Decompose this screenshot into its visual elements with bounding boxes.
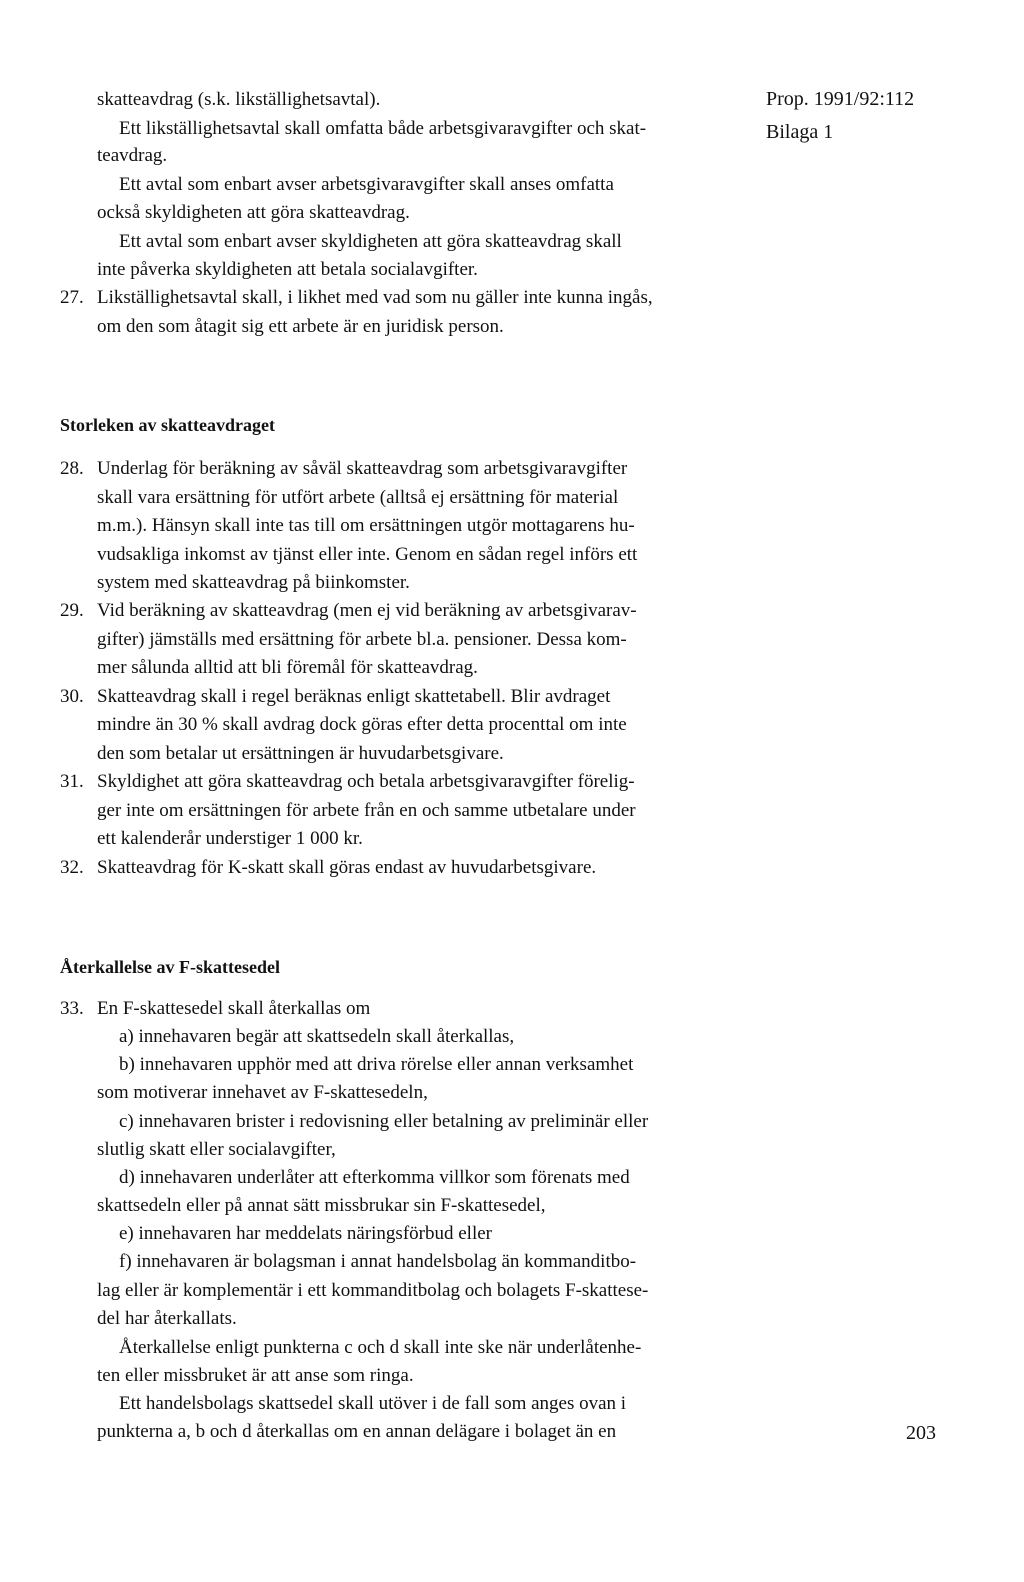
body-line: del har återkallats. xyxy=(97,1308,237,1329)
item-number: 31. xyxy=(60,771,84,792)
body-line: ger inte om ersättningen för arbete från en och samme utbetalare under xyxy=(97,800,636,821)
body-line: En F-skattesedel skall återkallas om xyxy=(97,998,371,1019)
body-line: slutlig skatt eller socialavgifter, xyxy=(97,1139,336,1160)
body-line: ten eller missbruket är att anse som ringa. xyxy=(97,1365,414,1386)
body-line: lag eller är komplementär i ett kommanditbolag och bolagets F-skattese- xyxy=(97,1280,649,1301)
body-line: skall vara ersättning för utfört arbete (alltså ej ersättning för material xyxy=(97,487,619,508)
item-number: 29. xyxy=(60,600,84,621)
item-number: 28. xyxy=(60,458,84,479)
body-line: teavdrag. xyxy=(97,145,168,166)
list-item-f: f) innehavaren är bolagsman i annat handelsbolag än kommanditbo- xyxy=(119,1251,637,1272)
body-line: skattsedeln eller på annat sätt missbrukar sin F-skattesedel, xyxy=(97,1195,546,1216)
body-line: Ett avtal som enbart avser arbetsgivaravgifter skall anses omfatta xyxy=(119,174,614,195)
proposition-number: Prop. 1991/92:112 xyxy=(766,88,915,110)
body-line: den som betalar ut ersättningen är huvudarbetsgivare. xyxy=(97,743,504,764)
body-line: Underlag för beräkning av såväl skatteavdrag som arbetsgivaravgifter xyxy=(97,458,628,479)
page-number: 203 xyxy=(906,1422,936,1444)
body-line: gifter) jämställs med ersättning för arbete bl.a. pensioner. Dessa kom- xyxy=(97,629,627,650)
body-line: ett kalenderår understiger 1 000 kr. xyxy=(97,828,363,849)
body-line: om den som åtagit sig ett arbete är en juridisk person. xyxy=(97,316,504,337)
body-line: som motiverar innehavet av F-skattesedeln, xyxy=(97,1082,428,1103)
body-line: Skatteavdrag för K-skatt skall göras endast av huvudarbetsgivare. xyxy=(97,857,597,878)
body-line: system med skatteavdrag på biinkomster. xyxy=(97,572,410,593)
body-line: Vid beräkning av skatteavdrag (men ej vid beräkning av arbetsgivarav- xyxy=(97,600,637,621)
list-item-d: d) innehavaren underlåter att efterkomma villkor som förenats med xyxy=(119,1167,630,1188)
list-item-e: e) innehavaren har meddelats näringsförbud eller xyxy=(119,1223,492,1244)
body-line: Likställighetsavtal skall, i likhet med vad som nu gäller inte kunna ingås, xyxy=(97,287,653,308)
section-heading: Storleken av skatteavdraget xyxy=(60,415,275,435)
section-heading: Återkallelse av F-skattesedel xyxy=(60,957,280,977)
body-line: m.m.). Hänsyn skall inte tas till om ersättningen utgör mottagarens hu- xyxy=(97,515,635,536)
body-line: Skatteavdrag skall i regel beräknas enligt skattetabell. Blir avdraget xyxy=(97,686,611,707)
body-line: också skyldigheten att göra skatteavdrag. xyxy=(97,202,410,223)
body-line: vudsakliga inkomst av tjänst eller inte. Genom en sådan regel införs ett xyxy=(97,544,638,565)
body-line: skatteavdrag (s.k. likställighetsavtal). xyxy=(97,89,381,110)
body-line: mer sålunda alltid att bli föremål för skatteavdrag. xyxy=(97,657,478,678)
appendix-label: Bilaga 1 xyxy=(766,121,834,143)
body-line: Ett avtal som enbart avser skyldigheten att göra skatteavdrag skall xyxy=(119,231,622,252)
item-number: 27. xyxy=(60,287,84,308)
item-number: 32. xyxy=(60,857,84,878)
body-line: mindre än 30 % skall avdrag dock göras efter detta procenttal om inte xyxy=(97,714,627,735)
body-line: Ett handelsbolags skattsedel skall utöver i de fall som anges ovan i xyxy=(119,1393,627,1414)
body-line: inte påverka skyldigheten att betala socialavgifter. xyxy=(97,259,478,280)
body-line: Skyldighet att göra skatteavdrag och betala arbetsgivaravgifter förelig- xyxy=(97,771,635,792)
item-number: 30. xyxy=(60,686,84,707)
list-item-b: b) innehavaren upphör med att driva rörelse eller annan verksamhet xyxy=(119,1054,634,1075)
list-item-c: c) innehavaren brister i redovisning eller betalning av preliminär eller xyxy=(119,1111,649,1132)
list-item-a: a) innehavaren begär att skattsedeln skall återkallas, xyxy=(119,1026,515,1047)
body-line: Återkallelse enligt punkterna c och d skall inte ske när underlåtenhe- xyxy=(119,1337,642,1358)
item-number: 33. xyxy=(60,998,84,1019)
body-line: Ett likställighetsavtal skall omfatta både arbetsgivaravgifter och skat- xyxy=(119,118,647,139)
body-line: punkterna a, b och d återkallas om en annan delägare i bolaget än en xyxy=(97,1421,617,1442)
